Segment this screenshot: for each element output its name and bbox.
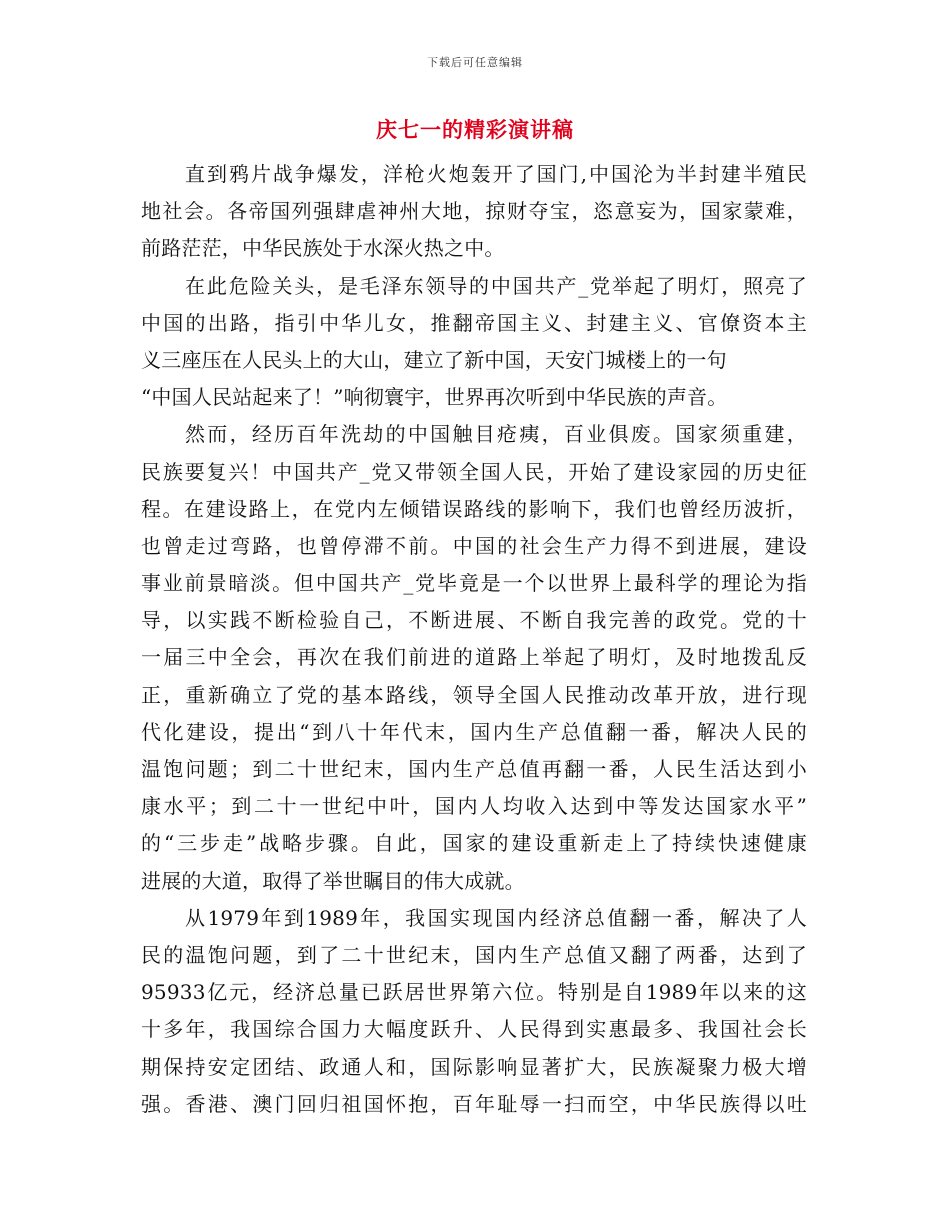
text-line: 直到鸦片战争爆发，洋枪火炮轰开了国门,中国沦为半封建半殖民: [185, 162, 807, 186]
text-line: 正，重新确立了党的基本路线，领导全国人民推动改革开放，进行现: [141, 682, 807, 707]
text-line: 代化建设，提出“到八十年代末，国内生产总值翻一番，解决人民的: [141, 719, 807, 744]
text-line: 前路茫茫，中华民族处于水深火热之中。: [141, 236, 505, 261]
text-line: 康水平；到二十一世纪中叶，国内人均收入达到中等发达国家水平”: [141, 794, 807, 819]
paragraph-3: [141, 416, 807, 899]
text-line: “中国人民站起来了！”响彻寰宇，世界再次听到中华民族的声音。: [141, 385, 728, 410]
text-line: 导，以实践不断检验自己，不断进展、不断自我完善的政党。党的十: [141, 608, 807, 633]
text-line: 也曾走过弯路，也曾停滞不前。中国的社会生产力得不到进展，建设: [141, 533, 807, 558]
document-title: 庆七一的精彩演讲稿: [376, 117, 574, 142]
text-line: 义三座压在人民头上的大山，建立了新中国，天安门城楼上的一句: [141, 347, 727, 372]
paragraph-2: [141, 268, 807, 417]
text-line: 一届三中全会，再次在我们前进的道路上举起了明灯，及时地拨乱反: [141, 645, 807, 670]
text-line: 事业前景暗淡。但中国共产_党毕竟是一个以世界上最科学的理论为指: [141, 571, 807, 596]
header-note: 下载后可任意编辑: [427, 56, 523, 69]
text-line: 强。香港、澳门回归祖国怀抱，百年耻辱一扫而空，中华民族得以吐: [141, 1091, 807, 1116]
text-line: 程。在建设路上，在党内左倾错误路线的影响下，我们也曾经历波折，: [141, 496, 807, 521]
paragraph-1: [141, 156, 807, 268]
document-body: [141, 156, 807, 1123]
text-line: 从1979年到1989年，我国实现国内经济总值翻一番，解决了人: [185, 905, 807, 930]
text-line: 期保持安定团结、政通人和，国际影响显著扩大，民族凝聚力极大增: [141, 1054, 807, 1079]
text-line: 的“三步走”战略步骤。自此，国家的建设重新走上了持续快速健康: [141, 831, 807, 856]
text-line: 十多年，我国综合国力大幅度跃升、人民得到实惠最多、我国社会长: [141, 1017, 807, 1042]
text-line: 民族要复兴！中国共产_党又带领全国人民，开始了建设家园的历史征: [141, 459, 807, 484]
text-line: 地社会。各帝国列强肆虐神州大地，掠财夺宝，恣意妄为，国家蒙难，: [141, 199, 807, 224]
text-line: 然而，经历百年洗劫的中国触目疮痍，百业俱废。国家须重建，: [185, 422, 807, 447]
paragraph-4: [141, 900, 807, 1123]
text-line: 中国的出路，指引中华儿女，推翻帝国主义、封建主义、官僚资本主: [141, 310, 807, 335]
text-line: 民的温饱问题，到了二十世纪末，国内生产总值又翻了两番，达到了: [141, 942, 807, 967]
text-line: 在此危险关头，是毛泽东领导的中国共产_党举起了明灯，照亮了: [185, 273, 807, 298]
text-line: 95933亿元，经济总量已跃居世界第六位。特别是自1989年以来的这: [141, 980, 807, 1005]
text-line: 温饱问题；到二十世纪末，国内生产总值再翻一番，人民生活达到小: [141, 757, 807, 781]
text-line: 进展的大道，取得了举世瞩目的伟大成就。: [141, 868, 525, 893]
